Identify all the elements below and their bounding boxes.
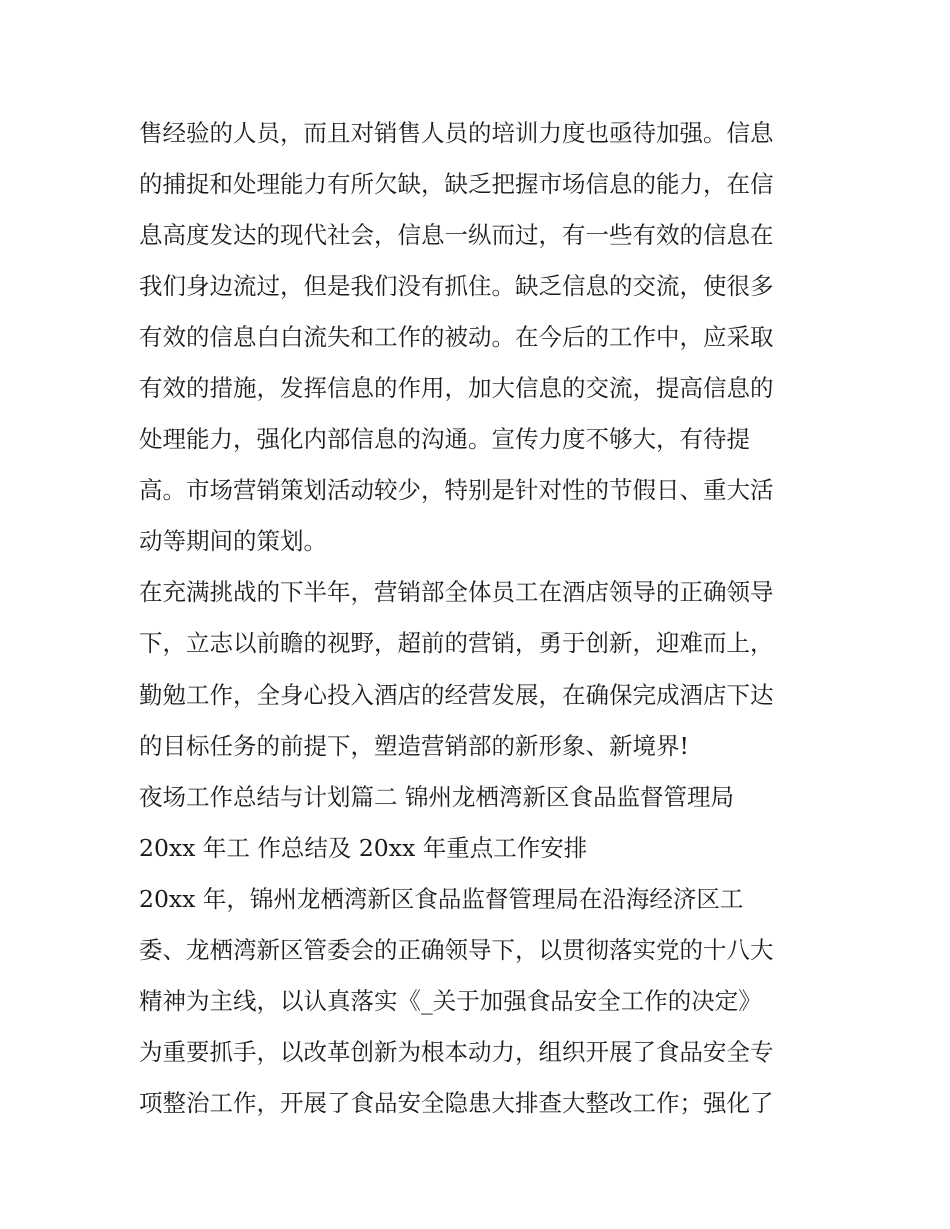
text-line: 委、龙栖湾新区管委会的正确领导下，以贯彻落实党的十八大 bbox=[139, 935, 774, 964]
text-line: 我们身边流过，但是我们没有抓住。缺乏信息的交流，使很多 bbox=[139, 272, 774, 301]
text-line: 精神为主线，以认真落实《_关于加强食品安全工作的决定》 bbox=[139, 986, 762, 1015]
text-line: 项整治工作，开展了食品安全隐患大排查大整改工作；强化了 bbox=[139, 1088, 774, 1117]
text-line: 勤勉工作，全身心投入酒店的经营发展，在确保完成酒店下达 bbox=[139, 680, 774, 709]
text-line: 下，立志以前瞻的视野，超前的营销，勇于创新，迎难而上， bbox=[139, 629, 774, 658]
text-line: 在充满挑战的下半年，营销部全体员工在酒店领导的正确领导 bbox=[139, 578, 774, 607]
section-heading-line: 20xx 年工 作总结及 20xx 年重点工作安排 bbox=[139, 833, 588, 862]
text-line: 20xx 年，锦州龙栖湾新区食品监督管理局在沿海经济区工 bbox=[139, 884, 744, 913]
section-heading-line: 夜场工作总结与计划篇二 锦州龙栖湾新区食品监督管理局 bbox=[139, 782, 734, 811]
document-body bbox=[139, 108, 829, 1129]
text-line: 的捕捉和处理能力有所欠缺，缺乏把握市场信息的能力，在信 bbox=[139, 170, 774, 199]
text-line: 高。市场营销策划活动较少，特别是针对性的节假日、重大活 bbox=[139, 476, 774, 505]
text-line: 有效的措施，发挥信息的作用，加大信息的交流，提高信息的 bbox=[139, 374, 774, 403]
text-line: 为重要抓手，以改革创新为根本动力，组织开展了食品安全专 bbox=[139, 1037, 774, 1066]
text-line: 处理能力，强化内部信息的沟通。宣传力度不够大，有待提 bbox=[139, 425, 750, 454]
text-line: 动等期间的策划。 bbox=[139, 527, 327, 556]
text-line: 的目标任务的前提下，塑造营销部的新形象、新境界! bbox=[139, 731, 689, 760]
text-line: 售经验的人员，而且对销售人员的培训力度也亟待加强。信息 bbox=[139, 119, 774, 147]
text-line: 息高度发达的现代社会，信息一纵而过，有一些有效的信息在 bbox=[139, 221, 774, 250]
text-line: 有效的信息白白流失和工作的被动。在今后的工作中，应采取 bbox=[139, 323, 774, 352]
